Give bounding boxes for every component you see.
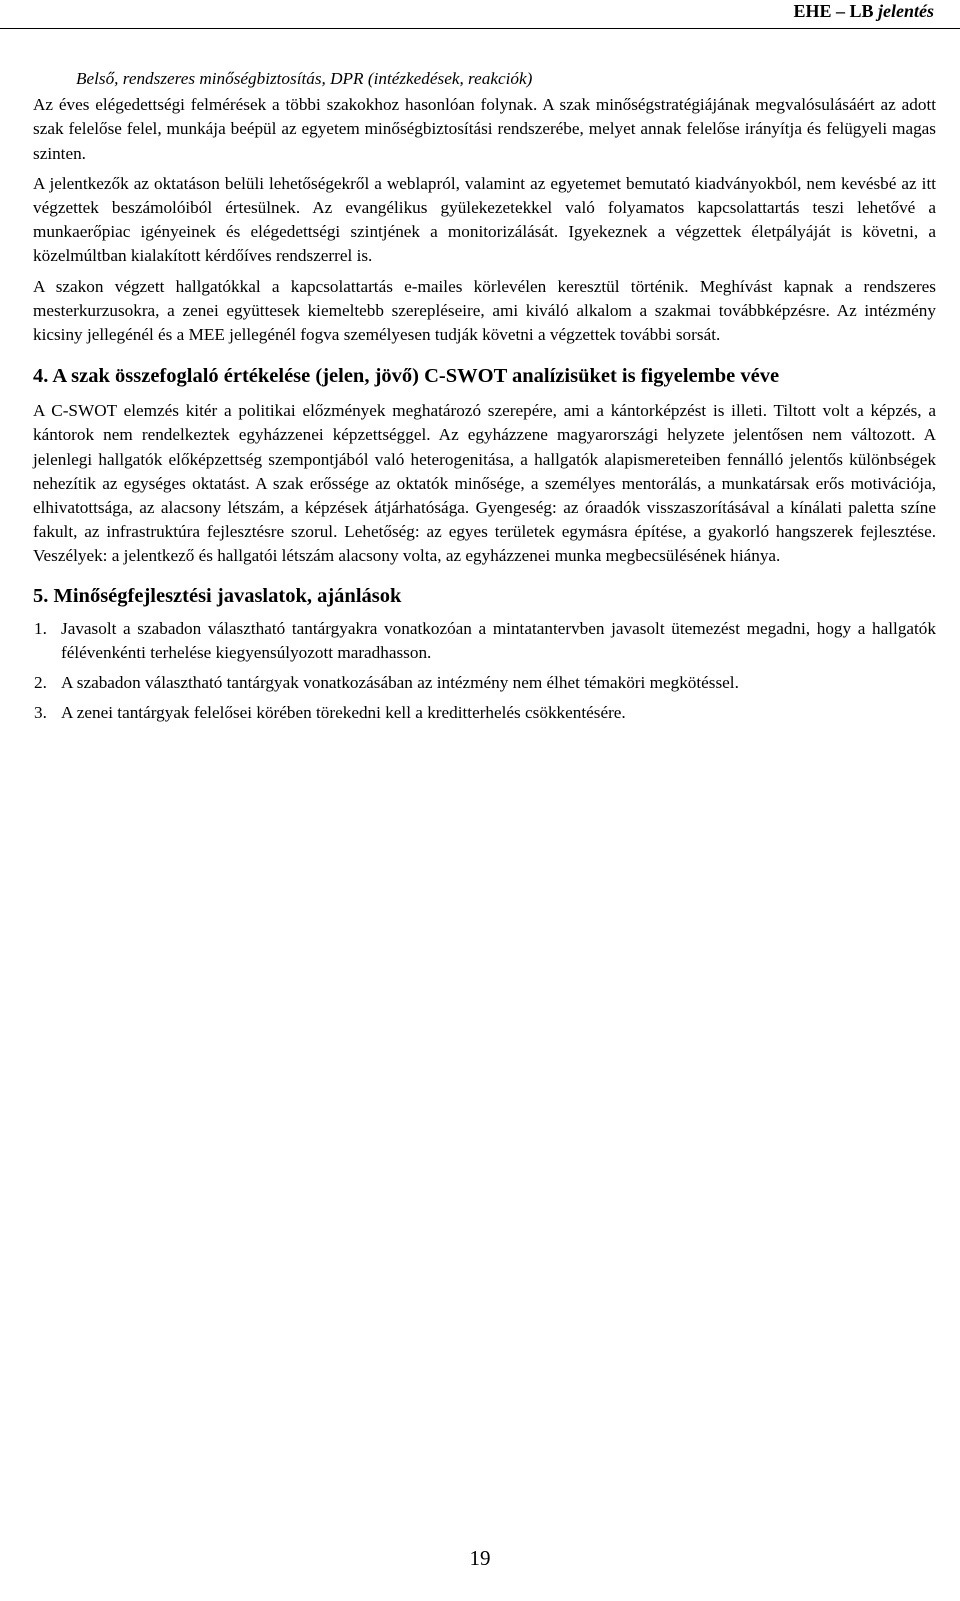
list-item <box>33 617 936 665</box>
header-doc-type: jelentés <box>878 1 934 21</box>
header-title <box>793 0 934 22</box>
list-item-text: Javasolt a szabadon választható tantárgyakra vonatkozóan a mintatantervben javasolt ütemezést megadni, hogy a hallgatók félévenkénti terhelése kiegyensúlyozott maradhasson. <box>61 618 936 662</box>
header-divider <box>0 28 960 29</box>
list-item-number: 1. <box>34 618 47 638</box>
list-item <box>33 671 936 695</box>
paragraph-applicants-info: A jelentkezők az oktatáson belüli lehetőségekről a weblapról, valamint az egyetemet bemutató kiadványokból, nem kevésbé az itt végzettek beszámolóiból értesülnek. Az evangélikus gyülekezetekkel való folyamatos kapcsolattartás teszi lehetővé a munkaerőpiac igényeinek és elégedettségi szintjének a monitorizálását. Igyekeznek a végzettek életpályáját is követni, a közelmúltban kialakított kérdőíves rendszerrel is. <box>33 173 936 266</box>
section-5-heading: 5. Minőségfejlesztési javaslatok, ajánlások <box>33 584 402 607</box>
list-item-text: A szabadon választható tantárgyak vonatkozásában az intézmény nem élhet témaköri megkötéssel. <box>61 673 739 693</box>
recommendation-list <box>33 617 936 726</box>
page-body <box>33 67 936 731</box>
list-item <box>33 701 936 725</box>
page-header <box>0 0 960 30</box>
header-org: EHE – LB <box>793 1 874 21</box>
paragraph-alumni-contact: A szakon végzett hallgatókkal a kapcsolattartás e-mailes körlevélen keresztül történik. Meghívást kapnak a rendszeres mesterkurzusokra, a zenei együttesek kiemeltebb szerepléseire, ami kiváló alkalom a szakmai továbbképzésre. Az intézmény kicsiny jellegénél és a MEE jellegénél fogva személyesen tudják követni a végzettek további sorsát. <box>33 276 936 345</box>
subsection-title: Belső, rendszeres minőségbiztosítás, DPR (intézkedések, reakciók) <box>76 69 533 88</box>
list-item-number: 3. <box>34 703 47 723</box>
list-item-number: 2. <box>34 673 47 693</box>
section-4-heading: 4. A szak összefoglaló értékelése (jelen, jövő) C-SWOT analízisüket is figyelembe véve <box>33 365 780 388</box>
paragraph-satisfaction-survey: Az éves elégedettségi felmérések a többi szakokhoz hasonlóan folynak. A szak minőségstratégiájának megvalósulásáért az adott szak felelőse felel, munkája beépül az egyetem minőségbiztosítási rendszerébe, melyet annak felelőse irányítja és felügyeli magas szinten. <box>33 95 936 163</box>
page-number: 19 <box>469 1546 491 1570</box>
section-4-paragraph: A C-SWOT elemzés kitér a politikai előzmények meghatározó szerepére, ami a kántorképzést is illeti. Tiltott volt a képzés, a kántorok nem rendelkeztek egyházzenei képzettséggel. Az egyházzene magyarországi helyzete jelentősen nem változott. A jelenlegi hallgatók előképzettség szempontjából való heterogenitása, a hallgatók alapismereteiben fennálló jelentős különbségek nehezítik az egységes oktatást. A szak erőssége az oktatók minősége, a személyes mentorálás, a munkatársak erős motivációja, elhivatottsága, az alacsony létszám, a képzések átjárhatósága. Gyengeség: az óraadók visszaszorításával a kínálati paletta színe fakult, az infrastruktúra fejlesztésre szorul. Lehetőség: az egyes területek egymásra építése, a gyakorló hangszerek fejlesztése. Veszélyek: a jelentkező és hallgatói létszám alacsony volta, az egyházzenei munka megbecsülésének hiánya. <box>33 401 936 566</box>
list-item-text: A zenei tantárgyak felelősei körében törekedni kell a kreditterhelés csökkentésére. <box>61 703 626 723</box>
